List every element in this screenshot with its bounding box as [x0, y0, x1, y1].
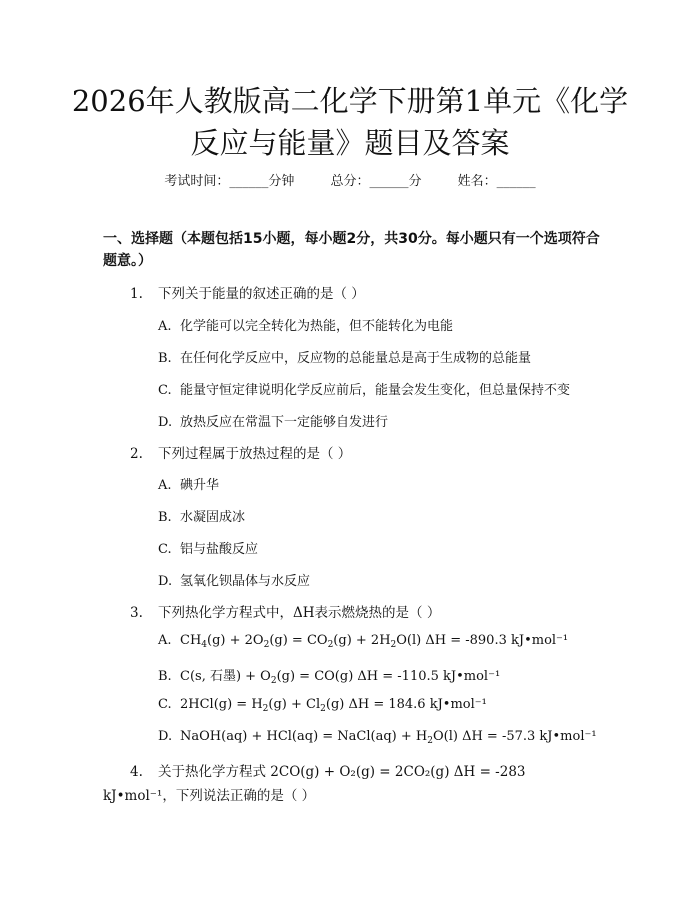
section-heading: 一、选择题（本题包括15小题，每小题2分，共30分。每小题只有一个选项符合题意。） — [103, 231, 600, 269]
option-2c: C. 铝与盐酸反应 — [158, 542, 259, 557]
question-number: 1. — [130, 286, 143, 302]
exam-meta — [0, 170, 700, 189]
question-3 — [130, 601, 440, 621]
question-text: 关于热化学方程式 2CO(g) + O₂(g) = 2CO₂(g) ΔH = -283 — [158, 764, 526, 780]
question-1 — [130, 282, 365, 302]
exam-time: 考试时间：______分钟 — [164, 174, 295, 189]
page-title: 2026年人教版高二化学下册第1单元《化学 反应与能量》题目及答案 — [71, 84, 629, 160]
question-2 — [130, 442, 351, 462]
option-3d: D. NaOH(aq) + HCl(aq) = NaCl(aq) + $H_2O(l) \Delta H = -57.3$ kJ•mol⁻¹ — [158, 729, 597, 746]
option-2b: B. 水凝固成冰 — [158, 510, 246, 525]
question-4 — [103, 760, 603, 808]
question-number: 3. — [130, 605, 143, 621]
option-1a: A. 化学能可以完全转化为热能，但不能转化为电能 — [158, 319, 454, 334]
question-text: 下列热化学方程式中，ΔH表示燃烧热的是（ ） — [158, 605, 441, 621]
exam-score: 总分：______分 — [330, 174, 422, 189]
question-number: 2. — [130, 446, 143, 462]
student-name: 姓名：______ — [457, 174, 536, 189]
question-text-cont: kJ•mol⁻¹，下列说法正确的是（ ） — [103, 788, 316, 804]
option-3c: C. $2HCl(g) = H_2(g) + Cl_2(g) \Delta H = 184.6$ kJ•mol⁻¹ — [158, 697, 487, 714]
option-1d: D. 放热反应在常温下一定能够自发进行 — [158, 415, 389, 430]
question-text: 下列过程属于放热过程的是（ ） — [158, 446, 352, 462]
option-2a: A. 碘升华 — [158, 478, 220, 493]
option-1c: C. 能量守恒定律说明化学反应前后，能量会发生变化，但总量保持不变 — [158, 383, 571, 398]
option-3b: B. C(s, 石墨) + $O_2(g) = CO(g) \Delta H = -110.5$ kJ•mol⁻¹ — [158, 669, 501, 686]
option-1b: B. 在任何化学反应中，反应物的总能量总是高于生成物的总能量 — [158, 351, 532, 366]
question-number: 4. — [130, 764, 143, 780]
option-3a: A. $CH_4(g) + 2O_2(g) = CO_2(g) + 2H_2O(l) \Delta H = -890.3$ kJ•mol⁻¹ — [158, 633, 569, 650]
option-2d: D. 氢氧化钡晶体与水反应 — [158, 574, 311, 589]
question-text: 下列关于能量的叙述正确的是（ ） — [158, 286, 365, 302]
